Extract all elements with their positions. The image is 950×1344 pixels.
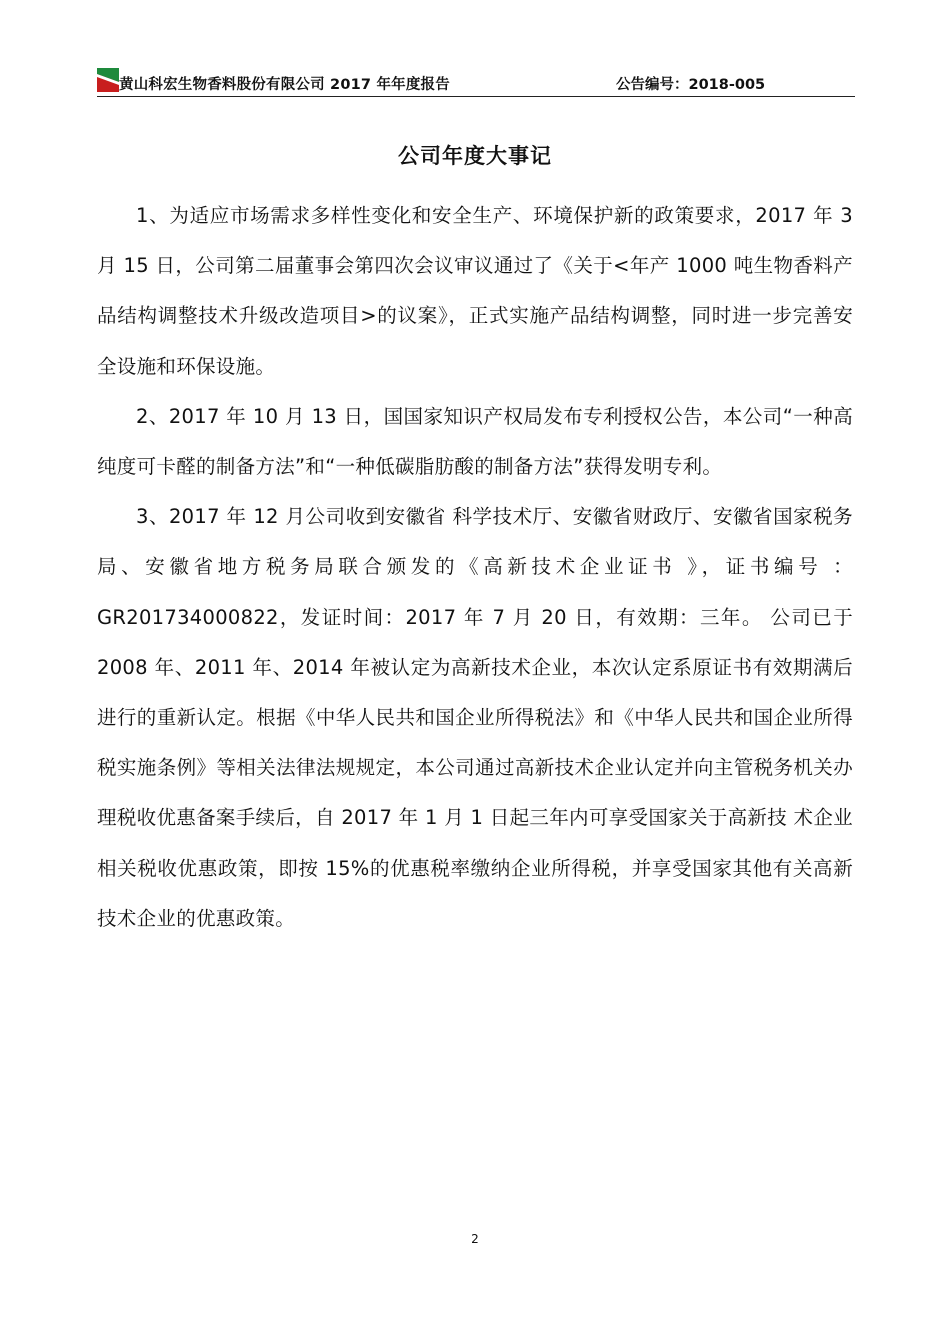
company-report-title: 黄山科宏生物香料股份有限公司 2017 年年度报告 — [119, 77, 450, 93]
page-number: 2 — [471, 1232, 479, 1246]
document-body — [97, 191, 853, 944]
header-divider — [97, 96, 855, 97]
page-header — [97, 66, 855, 96]
notice-number: 公告编号：2018-005 — [616, 77, 766, 93]
page-title: 公司年度大事记 — [398, 144, 552, 168]
paragraph-3: 3、2017 年 12 月公司收到安徽省 科学技术厅、安徽省财政厅、安徽省国家税务局、安徽省地方税务局联合颁发的《高新技术企业证书 》，证书编号 ：GR201734000822，发证时间：2017 年 7 月 20 日，有效期：三年。 公司已于 2008 年、2011 年、2014 年被认定为高新技术企业，本次认定系原证书有效期满后进行的重新认定。根据《中华人民共和国企业所得税法》和《中华人民共和国企业所得税实施条例》等相关法律法规规定，本公司通过高新技术企业认定并向主管税务机关办理税收优惠备案手续后，自 2017 年 1 月 1 日起三年内可享受国家关于高新技 术企业相关税收优惠政策，即按 15%的优惠税率缴纳企业所得税，并享受国家其他有关高新技术企业的优惠政策。 — [97, 505, 853, 930]
paragraph-2: 2、2017 年 10 月 13 日，国国家知识产权局发布专利授权公告，本公司“一种高纯度可卡醛的制备方法”和“一种低碳脂肪酸的制备方法”获得发明专利。 — [97, 404, 853, 479]
paragraph-1: 1、为适应市场需求多样性变化和安全生产、环境保护新的政策要求，2017 年 3 月 15 日，公司第二届董事会第四次会议审议通过了《关于<年产 1000 吨生物香料产品结构调整技术升级改造项目>的议案》，正式实施产品结构调整，同时进一步完善安全设施和环保设施。 — [97, 204, 853, 378]
company-logo-icon — [97, 68, 119, 92]
